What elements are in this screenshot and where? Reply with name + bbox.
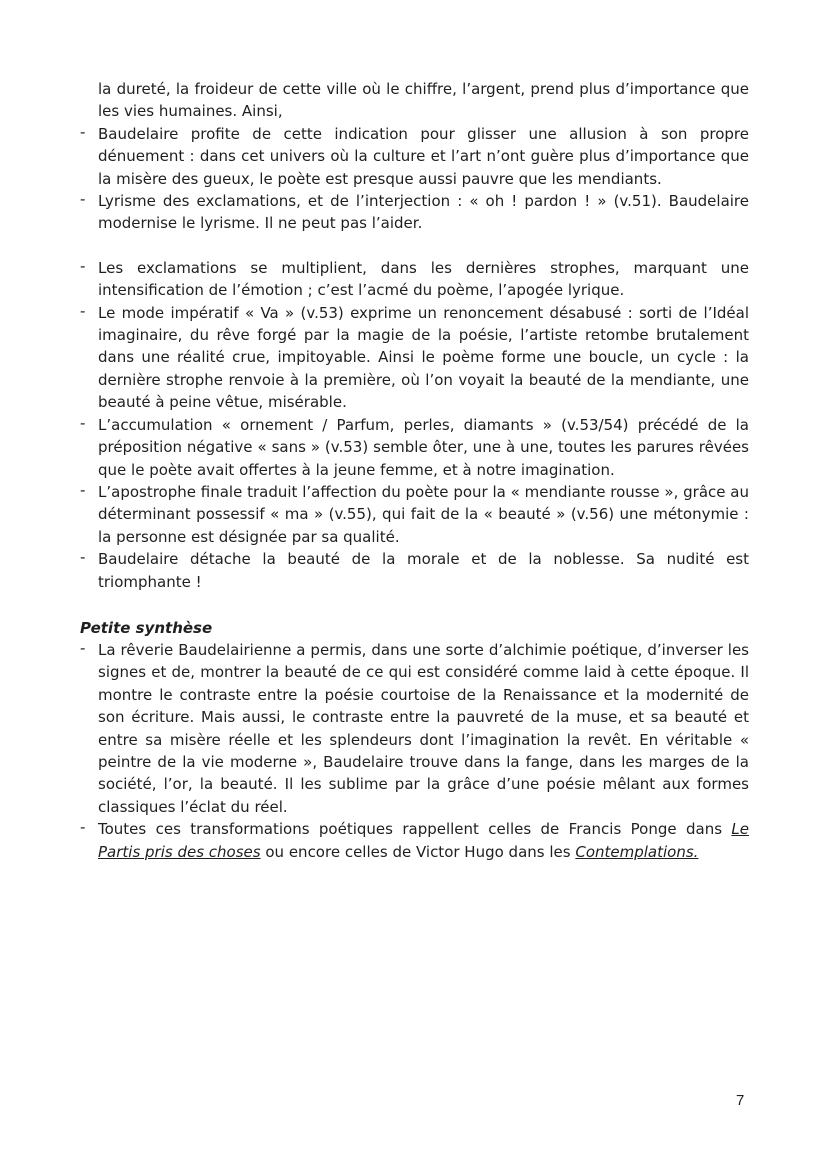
- list-item: - Le mode impératif « Va » (v.53) exprime un renoncement désabusé : sorti de l’Idéal imaginaire, du rêve forgé par la magie de la poésie, l’artiste retombe brutalement dans une réalité crue, impitoyable. Ainsi le poème forme une boucle, un cycle : la dernière strophe renvoie à la première, où l’on voyait la beauté de la mendiante, une beauté à peine vêtue, misérable.: [80, 302, 749, 414]
- spacer: [80, 235, 749, 257]
- continuation-paragraph: la dureté, la froideur de cette ville où le chiffre, l’argent, prend plus d’importance que les vies humaines. Ainsi,: [98, 80, 749, 121]
- list-item: - Baudelaire détache la beauté de la morale et de la noblesse. Sa nudité est triomphante !: [80, 548, 749, 593]
- list-item: [80, 818, 749, 863]
- list-item: - L’apostrophe finale traduit l’affection du poète pour la « mendiante rousse », grâce au déterminant possessif « ma » (v.55), qui fait de la « beauté » (v.56) une métonymie : la personne est désignée par sa qualité.: [80, 481, 749, 548]
- list-item: - Lyrisme des exclamations, et de l’interjection : « oh ! pardon ! » (v.51). Baudelaire modernise le lyrisme. Il ne peut pas l’aider.: [80, 190, 749, 235]
- page-body: [80, 78, 749, 863]
- page-number: 7: [736, 1092, 745, 1109]
- list-item: - La rêverie Baudelairienne a permis, dans une sorte d’alchimie poétique, d’inverser les signes et de, montrer la beauté de ce qui est considéré comme laid à cette époque. Il montre le contraste entre la poésie courtoise de la Renaissance et la modernité de son écriture. Mais aussi, le contraste entre la pauvreté de la muse, et sa beauté et entre sa misère réelle et les splendeurs dont l’imagination la revêt. En véritable « peintre de la vie moderne », Baudelaire trouve dans la fange, dans les marges de la société, l’or, la beauté. Il les sublime par la grâce d’une poésie mêlant aux formes classiques l’éclat du réel.: [80, 639, 749, 818]
- text-segment: ou encore celles de Victor Hugo dans les: [260, 842, 576, 861]
- bullet-list-1: [80, 123, 749, 235]
- text-segment: Toutes ces transformations poétiques rappellent celles de Francis Ponge dans: [98, 820, 732, 839]
- book-title-link[interactable]: Contemplations.: [575, 842, 699, 861]
- spacer: [80, 593, 749, 617]
- list-item: - Les exclamations se multiplient, dans les dernières strophes, marquant une intensification de l’émotion ; c’est l’acmé du poème, l’apogée lyrique.: [80, 257, 749, 302]
- list-item: - L’accumulation « ornement / Parfum, perles, diamants » (v.53/54) précédé de la préposition négative « sans » (v.53) semble ôter, une à une, toutes les parures rêvées que le poète avait offertes à la jeune femme, et à notre imagination.: [80, 414, 749, 481]
- synthesis-list: [80, 639, 749, 863]
- section-heading: Petite synthèse: [80, 618, 213, 637]
- list-item: - Baudelaire profite de cette indication pour glisser une allusion à son propre dénuement : dans cet univers où la culture et l’art n’ont guère plus d’importance que la misère des gueux, le poète est presque aussi pauvre que les mendiants.: [80, 123, 749, 190]
- bullet-list-2: [80, 257, 749, 593]
- book-title-link[interactable]: Le Partis pris des choses: [98, 820, 749, 861]
